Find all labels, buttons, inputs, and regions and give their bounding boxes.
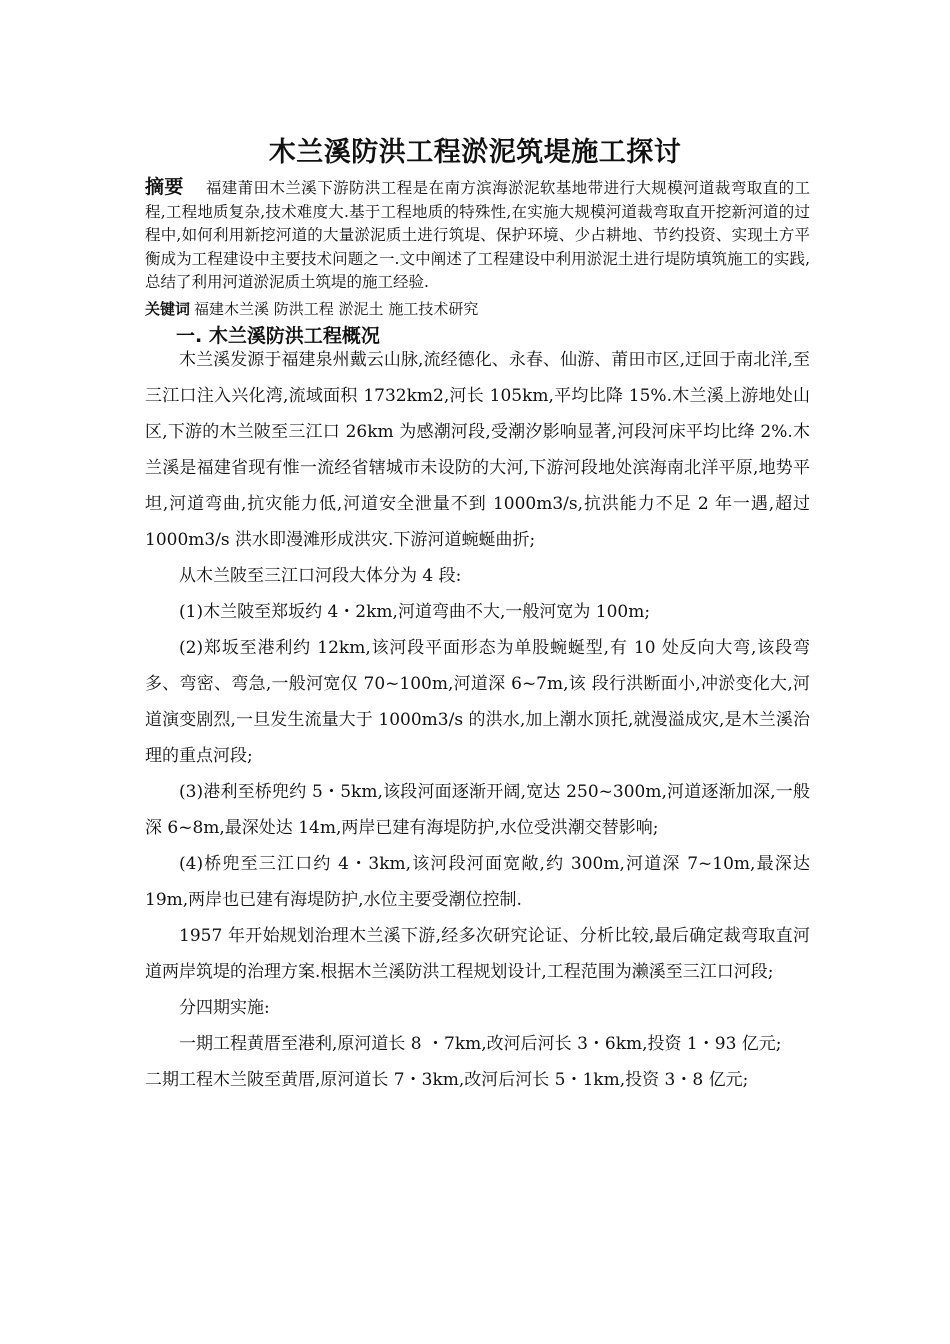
section-body — [145, 342, 810, 1098]
document-title: 木兰溪防洪工程淤泥筑堤施工探讨 — [268, 137, 682, 168]
keywords-line — [145, 298, 810, 320]
body-paragraph: 分四期实施: — [179, 998, 270, 1018]
body-paragraph: 木兰溪发源于福建泉州戴云山脉,流经德化、永春、仙游、莆田市区,迂回于南北洋,至三江口注入兴化湾,流域面积 1732km2,河长 105km,平均比降 15%.木兰溪上游地处山区,下游的木兰陂至三江口 26km 为感潮河段,受潮汐影响显著,河段河床平均比绛 2%.木兰溪是福建省现有惟一流经省辖城市未设防的大河,下游河段地处滨海南北洋平原,地势平坦,河道弯曲,抗灾能力低,河道安全泄量不到 1000m3/s,抗洪能力不足 2 年一遇,超过 1000m3/s 洪水即漫滩形成洪灾.下游河道蜿蜒曲折; — [145, 350, 810, 550]
body-paragraph: (4)桥兜至三江口约 4・3km,该河段河面宽敞,约 300m,河道深 7~10m,最深达 19m,两岸也已建有海堤防护,水位主要受潮位控制. — [145, 854, 810, 910]
body-paragraph: 1957 年开始规划治理木兰溪下游,经多次研究论证、分析比较,最后确定裁弯取直河道两岸筑堤的治理方案.根据木兰溪防洪工程规划设计,工程范围为濑溪至三江口河段; — [145, 926, 810, 982]
abstract-block — [145, 176, 810, 295]
body-paragraph: (1)木兰陂至郑坂约 4・2km,河道弯曲不大,一般河宽为 100m; — [179, 602, 651, 622]
body-paragraph: 从木兰陂至三江口河段大体分为 4 段: — [179, 566, 462, 586]
body-paragraph-last: 二期工程木兰陂至黄厝,原河道长 7・3km,改河后河长 5・1km,投资 3・8 亿元; — [145, 1070, 749, 1090]
abstract-text: 福建莆田木兰溪下游防洪工程是在南方滨海淤泥软基地带进行大规模河道裁弯取直的工程,工程地质复杂,技术难度大.基于工程地质的特殊性,在实施大规模河道裁弯取直开挖新河道的过程中,如何利用新挖河道的大量淤泥质土进行筑堤、保护环境、少占耕地、节约投资、实现土方平衡成为工程建设中主要技术问题之一.文中阐述了工程建设中利用淤泥土进行堤防填筑施工的实践,总结了利用河道淤泥质土筑堤的施工经验. — [145, 179, 810, 291]
body-paragraph: (3)港利至桥兜约 5・5km,该段河面逐渐开阔,宽达 250~300m,河道逐渐加深,一般深 6~8m,最深处达 14m,两岸已建有海堤防护,水位受洪潮交替影响; — [145, 782, 810, 838]
body-paragraph: (2)郑坂至港利约 12km,该河段平面形态为单股蜿蜒型,有 10 处反向大弯,该段弯多、弯密、弯急,一般河宽仅 70~100m,河道深 6~7m,该 段行洪断面小,冲淤变化大,河道演变剧烈,一旦发生流量大于 1000m3/s 的洪水,加上潮水顶托,就漫溢成灾,是木兰溪治理的重点河段; — [145, 638, 810, 766]
keywords-label: 关键词 — [145, 300, 191, 318]
keywords-text: 福建木兰溪 防洪工程 淤泥土 施工技术研究 — [194, 300, 479, 318]
section-heading: 一. 木兰溪防洪工程概况 — [176, 325, 380, 347]
abstract-label: 摘要 — [145, 176, 184, 198]
body-paragraph: 一期工程黄厝至港利,原河道长 8 ・7km,改河后河长 3・6km,投资 1・93 亿元; — [179, 1034, 782, 1054]
